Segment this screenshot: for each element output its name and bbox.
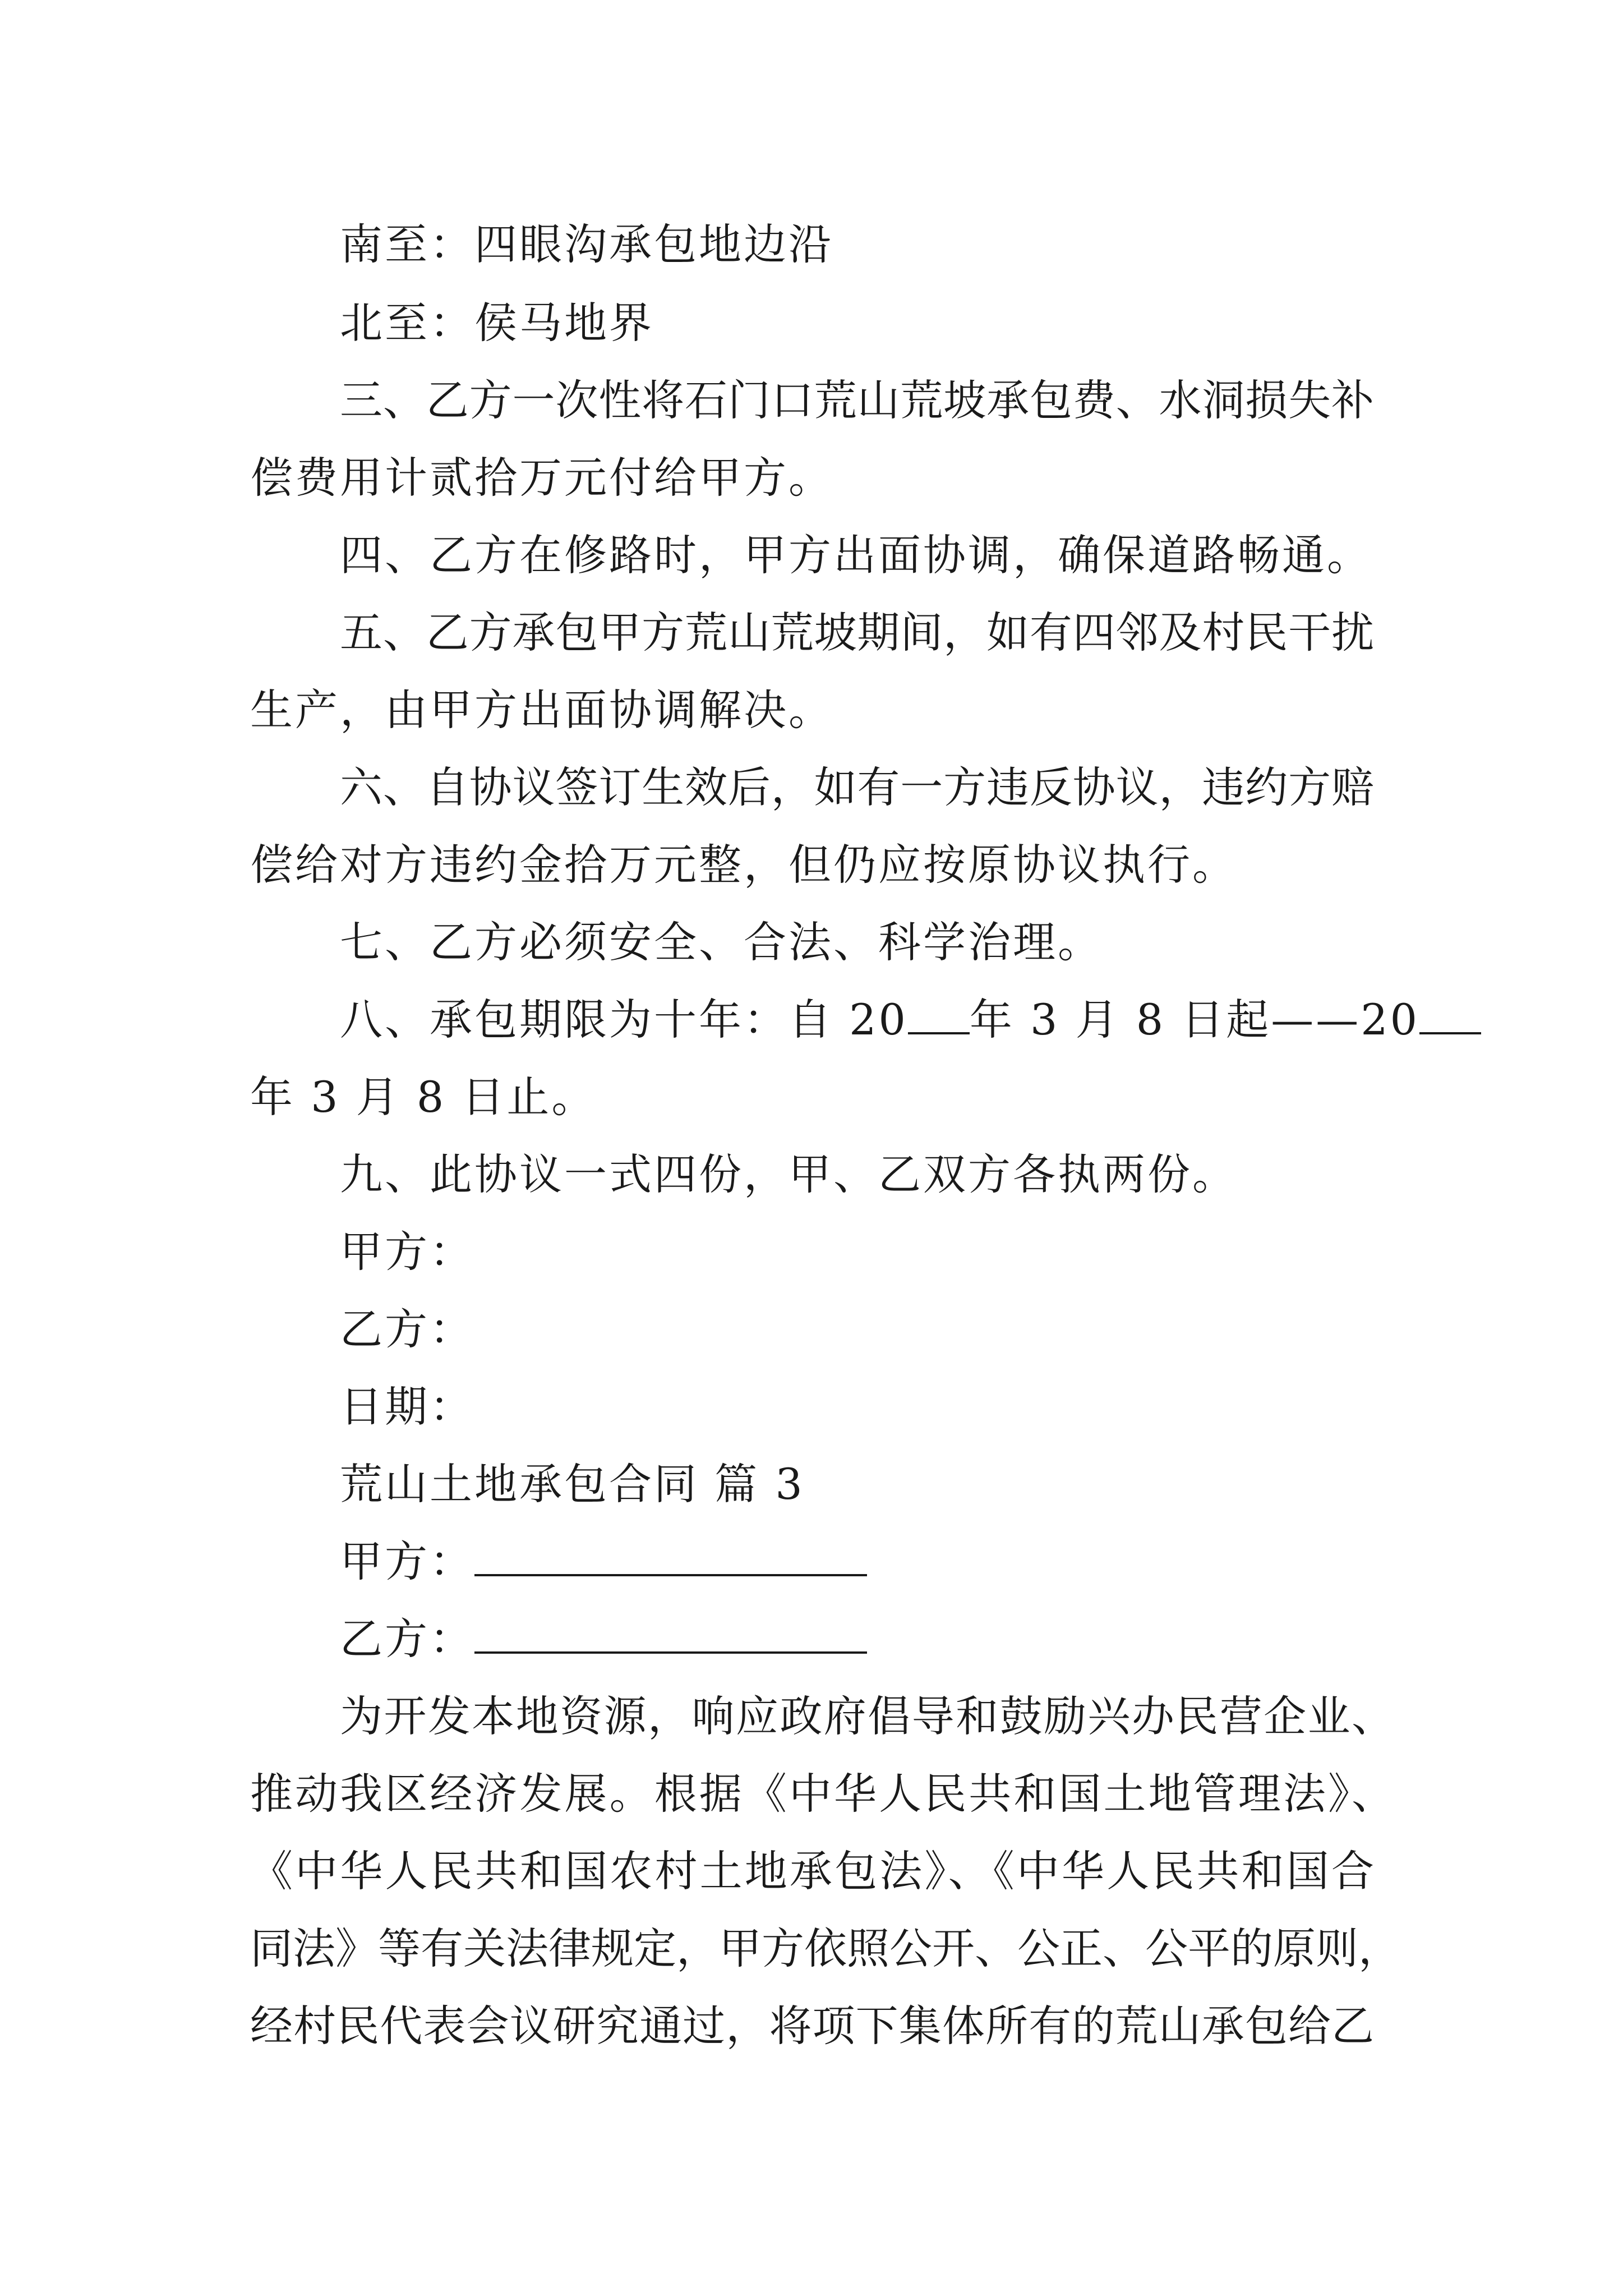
text-line-clause-3: 三、乙方一次性将石门口荒山荒坡承包费、水洞损失补: [340, 375, 1374, 425]
text-line-clause-9: 九、此协议一式四份，甲、乙双方各执两份。: [340, 1149, 1237, 1199]
party-a-blank: [474, 1540, 867, 1576]
text-line-south-boundary: 南至：四眼沟承包地边沿: [340, 219, 833, 269]
year-blank-1: [908, 999, 970, 1034]
text-line-para-2: 推动我区经济发展。根据《中华人民共和国土地管理法》、: [250, 1769, 1394, 1819]
party-b-label: 乙方：: [340, 1304, 474, 1354]
text-line-clause-5: 五、乙方承包甲方荒山荒坡期间，如有四邻及村民干扰: [340, 608, 1374, 657]
clause-8-part-1: 八、承包期限为十年：自 20: [340, 995, 908, 1045]
text-line-clause-4: 四、乙方在修路时，甲方出面协调，确保道路畅通。: [340, 530, 1372, 580]
year-blank-2: [1419, 999, 1481, 1034]
text-line-clause-3-cont: 偿费用计贰拾万元付给甲方。: [250, 453, 833, 503]
date-label: 日期：: [340, 1382, 474, 1432]
text-line-north-boundary: 北至：侯马地界: [340, 298, 654, 348]
text-line-clause-6: 六、自协议签订生效后，如有一方违反协议，违约方赔: [340, 762, 1374, 812]
text-line-para-3: 《中华人民共和国农村土地承包法》、《中华人民共和国合: [250, 1846, 1374, 1896]
text-line-clause-7: 七、乙方必须安全、合法、科学治理。: [340, 917, 1103, 967]
text-line-clause-5-cont: 生产，由甲方出面协调解决。: [250, 685, 833, 735]
text-line-para-1: 为开发本地资源，响应政府倡导和鼓励兴办民营企业、: [340, 1691, 1394, 1741]
text-line-para-5: 经村民代表会议研究通过，将项下集体所有的荒山承包给乙: [250, 2001, 1374, 2051]
section-title: 荒山土地承包合同 篇 3: [340, 1459, 805, 1509]
text-line-clause-8: [340, 995, 1481, 1045]
clause-8-part-2: 年 3 月 8 日起——20: [969, 995, 1419, 1045]
text-line-clause-8-cont: 年 3 月 8 日止。: [250, 1072, 597, 1122]
text-line-clause-6-cont: 偿给对方违约金拾万元整，但仍应按原协议执行。: [250, 840, 1237, 890]
party-b-label-2: 乙方：: [340, 1614, 474, 1664]
party-b-line: [340, 1614, 867, 1664]
party-a-label: 甲方：: [340, 1227, 474, 1277]
party-a-label-2: 甲方：: [340, 1536, 474, 1586]
party-b-blank: [474, 1618, 867, 1654]
party-a-line: [340, 1536, 867, 1586]
text-line-para-4: 同法》等有关法律规定，甲方依照公开、公正、公平的原则，: [250, 1924, 1401, 1973]
